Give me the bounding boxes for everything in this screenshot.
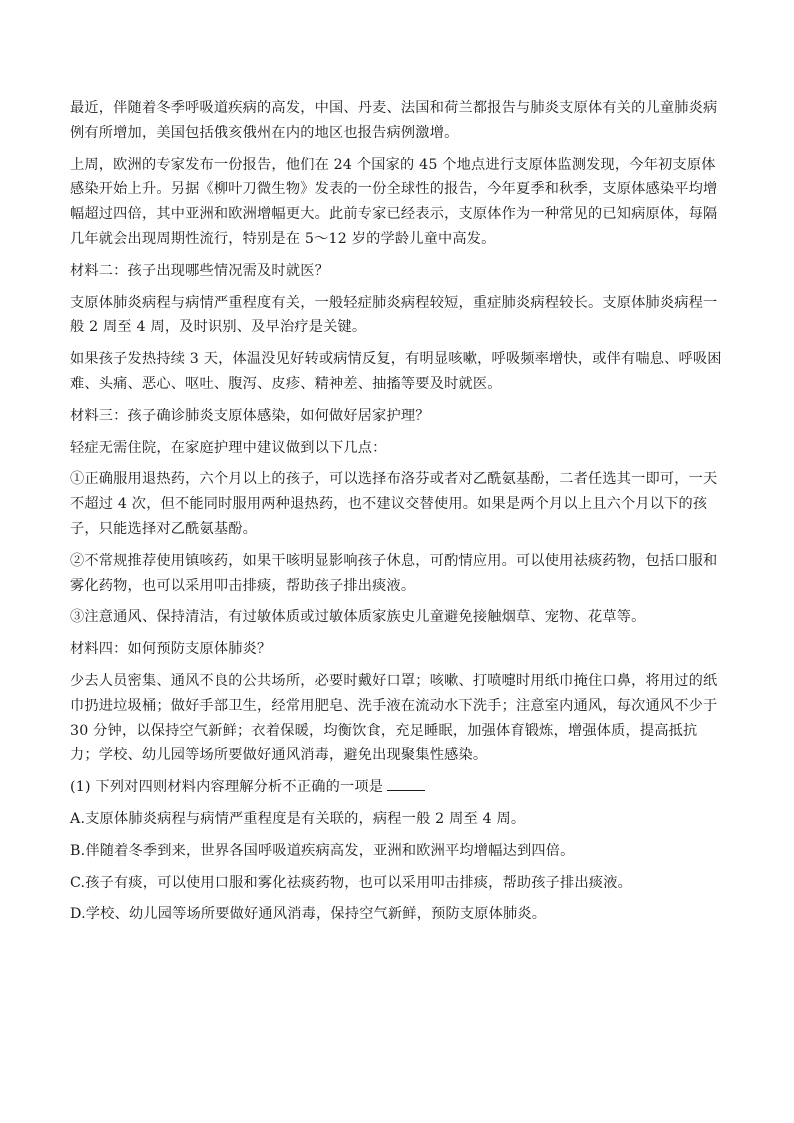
option-d: D.学校、幼儿园等场所要做好通风消毒，保持空气新鲜，预防支原体肺炎。: [70, 906, 547, 923]
option-a: A.支原体肺炎病程与病情严重程度是有关联的，病程一般 2 周至 4 周。: [70, 810, 526, 827]
paragraph-care-point-1: ①正确服用退热药，六个月以上的孩子，可以选择布洛芬或者对乙酰氨基酚，二者任选其一即可，一天不超过 4 次，但不能同时服用两种退热药，也不建议交替使用。如果是两个月以上且六个月以下的孩子，只能选择对乙酰氨基酚。: [70, 471, 718, 537]
question-stem: (1) 下列对四则材料内容理解分析不正确的一项是: [70, 779, 384, 796]
heading-material-four: 材料四：如何预防支原体肺炎？: [70, 641, 272, 658]
paragraph-intro: 最近，伴随着冬季呼吸道疾病的高发，中国、丹麦、法国和荷兰都报告与肺炎支原体有关的儿童肺炎病例有所增加，美国包括俄亥俄州在内的地区也报告病例激增。: [70, 100, 718, 141]
paragraph-care-point-2: ②不常规推荐使用镇咳药，如果干咳明显影响孩子休息，可酌情应用。可以使用祛痰药物，包括口服和雾化药物，也可以采用叩击排痰，帮助孩子排出痰液。: [70, 552, 718, 594]
paragraph-care-point-3: ③注意通风、保持清洁，有过敏体质或过敏体质家族史儿童避免接触烟草、宠物、花草等。: [70, 609, 646, 626]
option-c: C.孩子有痰，可以使用口服和雾化祛痰药物，也可以采用叩击排痰，帮助孩子排出痰液。: [70, 874, 632, 891]
paragraph-course: 支原体肺炎病程与病情严重程度有关，一般轻症肺炎病程较短，重症肺炎病程较长。支原体肺炎病程一般 2 周至 4 周，及时识别、及早治疗是关键。: [70, 294, 718, 336]
option-b: B.伴随着冬季到来，世界各国呼吸道疾病高发，亚洲和欧洲平均增幅达到四倍。: [70, 842, 575, 859]
paragraph-home-care-intro: 轻症无需住院，在家庭护理中建议做到以下几点：: [70, 439, 387, 456]
heading-material-two: 材料二：孩子出现哪些情况需及时就医？: [70, 262, 329, 279]
paragraph-europe-report: 上周，欧洲的专家发布一份报告，他们在 24 个国家的 45 个地点进行支原体监测发现，今年初支原体感染开始上升。另据《柳叶刀微生物》发表的一份全球性的报告，今年夏季和秋季，支原体感染平均增幅超过四倍，其中亚洲和欧洲增幅更大。此前专家已经表示，支原体作为一种常见的已知病原体，每隔几年就会出现周期性流行，特别是在 5～12 岁的学龄儿童中高发。: [70, 156, 718, 247]
answer-blank[interactable]: [387, 776, 425, 791]
question-stem-line: [70, 775, 724, 800]
heading-material-three: 材料三：孩子确诊肺炎支原体感染，如何做好居家护理？: [70, 407, 430, 424]
paragraph-seek-care: 如果孩子发热持续 3 天，体温没见好转或病情反复，有明显咳嗽，呼吸频率增快，或伴有喘息、呼吸困难、头痛、恶心、呕吐、腹泻、皮疹、精神差、抽搐等要及时就医。: [70, 351, 722, 392]
paragraph-prevention: 少去人员密集、通风不良的公共场所，必要时戴好口罩；咳嗽、打喷嚏时用纸巾掩住口鼻，将用过的纸巾扔进垃圾桶；做好手部卫生，经常用肥皂、洗手液在流动水下洗手；注意室内通风，每次通风不少于 30 分钟，以保持空气新鲜；衣着保暖，均衡饮食，充足睡眠，加强体育锻炼，增强体质，提高抵抗力；学校、幼儿园等场所要做好通风消毒，避免出现聚集性感染。: [70, 672, 718, 764]
